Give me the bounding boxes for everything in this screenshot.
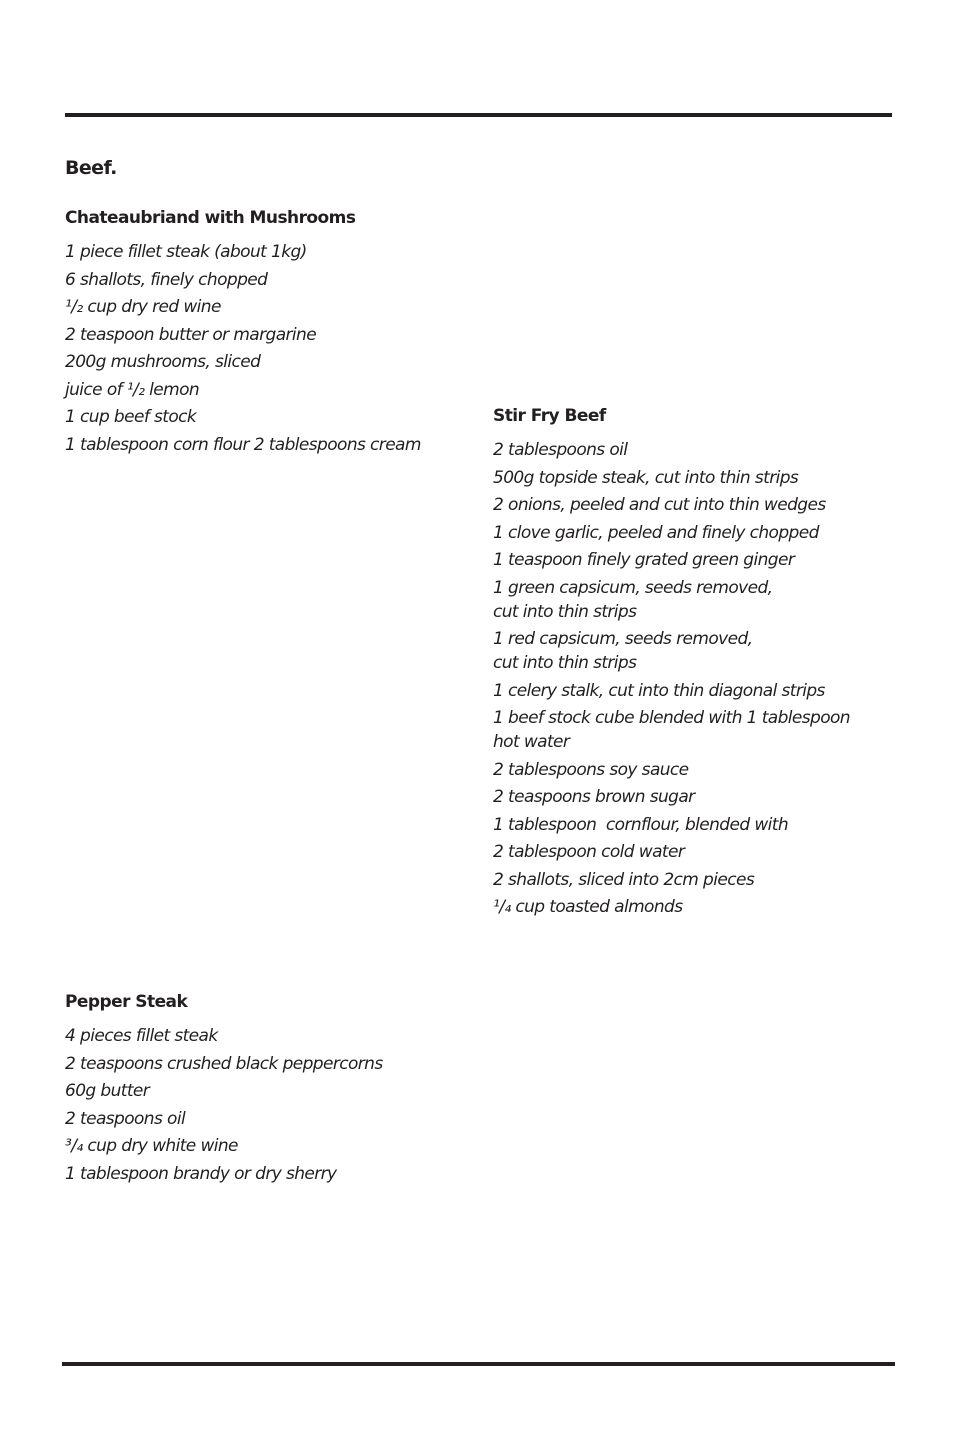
recipe-stir-fry-beef	[493, 405, 893, 923]
ingredient: 2 teaspoons crushed black peppercorns	[65, 1053, 383, 1074]
ingredient: 1 green capsicum, seeds removed, cut into thin strips	[493, 577, 773, 622]
ingredient: 1 celery stalk, cut into thin diagonal strips	[493, 680, 825, 701]
ingredient: 1 tablespoon corn flour 2 tablespoons cream	[65, 434, 421, 455]
recipe-pepper-steak	[65, 991, 465, 1189]
ingredient: 6 shallots, finely chopped	[65, 269, 268, 290]
recipe-title: Pepper Steak	[65, 992, 188, 1012]
ingredient: 2 teaspoons oil	[65, 1108, 186, 1129]
ingredient-list	[493, 438, 893, 919]
ingredient: 200g mushrooms, sliced	[65, 352, 261, 372]
ingredient: 1 tablespoon brandy or dry sherry	[65, 1163, 337, 1184]
ingredient: 500g topside steak, cut into thin strips	[493, 467, 799, 488]
section-title: Beef.	[65, 157, 117, 179]
ingredient: 1 clove garlic, peeled and finely chopped	[493, 522, 819, 543]
recipe-title: Stir Fry Beef	[493, 406, 606, 426]
ingredient-list	[65, 240, 465, 457]
ingredient-list	[65, 1024, 465, 1186]
ingredient: 1 tablespoon cornflour, blended with	[493, 814, 788, 835]
ingredient: 60g butter	[65, 1081, 150, 1101]
ingredient: ¹/₄ cup toasted almonds	[493, 897, 683, 917]
ingredient: 2 onions, peeled and cut into thin wedges	[493, 495, 826, 515]
ingredient: 2 tablespoon cold water	[493, 842, 685, 862]
ingredient: ¹/₂ cup dry red wine	[65, 297, 221, 317]
ingredient: 2 teaspoon butter or margarine	[65, 324, 317, 345]
ingredient: 1 cup beef stock	[65, 407, 197, 427]
ingredient: 1 teaspoon finely grated green ginger	[493, 550, 795, 570]
ingredient: 2 tablespoons soy sauce	[493, 759, 689, 780]
recipe-title: Chateaubriand with Mushrooms	[65, 208, 356, 228]
top-rule	[65, 113, 892, 117]
recipe-chateaubriand	[65, 207, 465, 460]
ingredient: 2 tablespoons oil	[493, 440, 628, 460]
ingredient: 1 piece fillet steak (about 1kg)	[65, 242, 307, 262]
ingredient: 1 red capsicum, seeds removed, cut into thin strips	[493, 629, 753, 673]
ingredient: 4 pieces fillet steak	[65, 1026, 218, 1046]
ingredient: juice of ¹/₂ lemon	[65, 379, 200, 400]
ingredient: 2 teaspoons brown sugar	[493, 787, 695, 807]
bottom-rule	[62, 1362, 895, 1366]
ingredient: 2 shallots, sliced into 2cm pieces	[493, 869, 755, 890]
ingredient: ³/₄ cup dry white wine	[65, 1136, 238, 1156]
ingredient: 1 beef stock cube blended with 1 tablespoon hot water	[493, 708, 850, 752]
